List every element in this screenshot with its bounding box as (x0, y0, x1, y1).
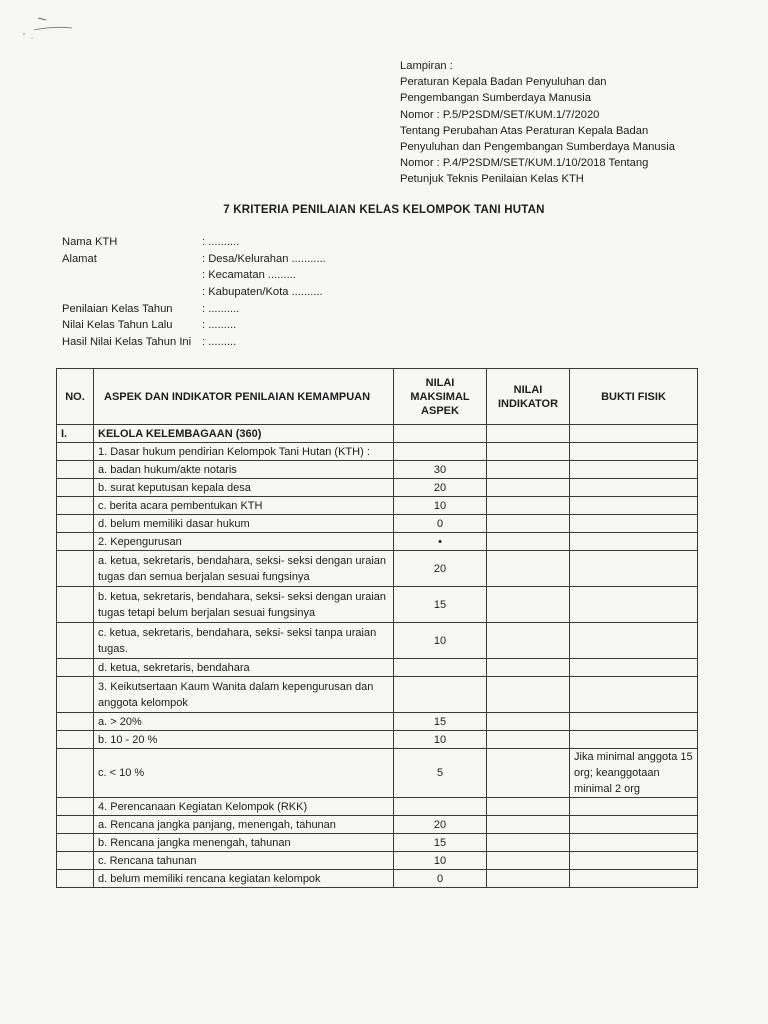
table-row (57, 533, 698, 551)
table-row (57, 551, 698, 587)
indicator-score-cell (487, 677, 570, 713)
table-row (57, 425, 698, 443)
indicator-cell: b. Rencana jangka menengah, tahunan (94, 834, 394, 852)
table-row (57, 497, 698, 515)
table-row (57, 749, 698, 798)
scan-artifact-mark (20, 14, 80, 40)
table-row (57, 834, 698, 852)
max-score-cell: 20 (394, 816, 487, 834)
evidence-cell (570, 587, 698, 623)
table-row (57, 677, 698, 713)
document-title: 7 KRITERIA PENILAIAN KELAS KELOMPOK TANI HUTAN (223, 204, 545, 216)
table-row (57, 852, 698, 870)
max-score-cell (394, 659, 487, 677)
no-cell (57, 798, 94, 816)
max-score-cell: 20 (394, 551, 487, 587)
evidence-cell (570, 870, 698, 888)
no-cell (57, 551, 94, 587)
max-score-cell: 10 (394, 623, 487, 659)
no-cell (57, 443, 94, 461)
evidence-cell (570, 816, 698, 834)
table-row (57, 587, 698, 623)
evidence-cell (570, 443, 698, 461)
lampiran-line: Petunjuk Teknis Penilaian Kelas KTH (400, 173, 584, 186)
max-score-cell: 10 (394, 852, 487, 870)
max-score-cell: 30 (394, 461, 487, 479)
indicator-score-cell (487, 713, 570, 731)
evidence-cell (570, 677, 698, 713)
identity-value: : Desa/Kelurahan ........... (202, 253, 326, 265)
evidence-cell (570, 834, 698, 852)
max-score-cell: 20 (394, 479, 487, 497)
indicator-score-cell (487, 425, 570, 443)
max-score-cell (394, 677, 487, 713)
indicator-score-cell (487, 461, 570, 479)
table-row (57, 816, 698, 834)
no-cell (57, 677, 94, 713)
table-row (57, 515, 698, 533)
header-bukti-fisik: BUKTI FISIK (570, 369, 698, 425)
identity-value: : Kabupaten/Kota .......... (202, 286, 323, 298)
identity-value: : ......... (202, 336, 237, 348)
indicator-score-cell (487, 497, 570, 515)
indicator-cell: b. 10 - 20 % (94, 731, 394, 749)
indicator-score-cell (487, 587, 570, 623)
indicator-cell: KELOLA KELEMBAGAAN (360) (94, 425, 394, 443)
assessment-table (56, 368, 698, 888)
evidence-cell: Jika minimal anggota 15 org; keanggotaan minimal 2 org (570, 749, 698, 798)
indicator-score-cell (487, 515, 570, 533)
evidence-cell (570, 713, 698, 731)
max-score-cell: 5 (394, 749, 487, 798)
table-header-row (57, 369, 698, 425)
indicator-cell: c. berita acara pembentukan KTH (94, 497, 394, 515)
indicator-score-cell (487, 834, 570, 852)
indicator-score-cell (487, 551, 570, 587)
max-score-cell (394, 425, 487, 443)
no-cell (57, 852, 94, 870)
no-cell (57, 497, 94, 515)
max-score-cell: • (394, 533, 487, 551)
max-score-cell: 10 (394, 731, 487, 749)
no-cell (57, 731, 94, 749)
indicator-cell: d. belum memiliki dasar hukum (94, 515, 394, 533)
header-no: NO. (57, 369, 94, 425)
identity-label: Nilai Kelas Tahun Lalu (62, 319, 173, 331)
lampiran-line: Nomor : P.4/P2SDM/SET/KUM.1/10/2018 Tentang (400, 157, 649, 170)
indicator-score-cell (487, 443, 570, 461)
no-cell (57, 713, 94, 731)
header-nilai-maksimal (394, 369, 487, 425)
identity-value: : Kecamatan ......... (202, 269, 296, 281)
table-row (57, 479, 698, 497)
table-row (57, 623, 698, 659)
max-score-cell: 0 (394, 515, 487, 533)
table-row (57, 798, 698, 816)
indicator-cell: a. badan hukum/akte notaris (94, 461, 394, 479)
max-score-cell: 15 (394, 834, 487, 852)
lampiran-line: Lampiran : (400, 60, 453, 72)
no-cell (57, 870, 94, 888)
indicator-cell: a. ketua, sekretaris, bendahara, seksi- seksi dengan uraian tugas dan semua berjalan sesuai fungsinya (94, 551, 394, 587)
header-aspek: ASPEK DAN INDIKATOR PENILAIAN KEMAMPUAN (94, 369, 394, 425)
max-score-cell: 15 (394, 587, 487, 623)
indicator-cell: 1. Dasar hukum pendirian Kelompok Tani Hutan (KTH) : (94, 443, 394, 461)
evidence-cell (570, 479, 698, 497)
no-cell: I. (57, 425, 94, 443)
indicator-score-cell (487, 816, 570, 834)
identity-label: Nama KTH (62, 236, 118, 248)
no-cell (57, 461, 94, 479)
indicator-score-cell (487, 749, 570, 798)
indicator-score-cell (487, 852, 570, 870)
indicator-cell: a. > 20% (94, 713, 394, 731)
indicator-score-cell (487, 533, 570, 551)
indicator-score-cell (487, 659, 570, 677)
no-cell (57, 659, 94, 677)
lampiran-line: Tentang Perubahan Atas Peraturan Kepala Badan (400, 124, 649, 137)
indicator-cell: b. ketua, sekretaris, bendahara, seksi- seksi dengan uraian tugas tetapi belum berjalan sesuai fungsinya (94, 587, 394, 623)
table-row (57, 713, 698, 731)
table-row (57, 461, 698, 479)
lampiran-line: Pengembangan Sumberdaya Manusia (400, 92, 591, 105)
evidence-cell (570, 461, 698, 479)
lampiran-line: Nomor : P.5/P2SDM/SET/KUM.1/7/2020 (400, 108, 600, 121)
header-maks-line: ASPEK (421, 404, 459, 417)
table-row (57, 870, 698, 888)
evidence-cell (570, 425, 698, 443)
header-nilai-indikator (487, 369, 570, 425)
identity-label: Hasil Nilai Kelas Tahun Ini (62, 336, 192, 348)
indicator-cell: d. belum memiliki rencana kegiatan kelompok (94, 870, 394, 888)
evidence-cell (570, 623, 698, 659)
table-row (57, 659, 698, 677)
lampiran-line: Penyuluhan dan Pengembangan Sumberdaya Manusia (400, 141, 675, 154)
indicator-cell: a. Rencana jangka panjang, menengah, tahunan (94, 816, 394, 834)
no-cell (57, 749, 94, 798)
evidence-cell (570, 515, 698, 533)
header-indikator-line: INDIKATOR (497, 397, 559, 410)
no-cell (57, 587, 94, 623)
header-maks-line: MAKSIMAL (410, 390, 470, 403)
indicator-score-cell (487, 798, 570, 816)
max-score-cell: 15 (394, 713, 487, 731)
no-cell (57, 479, 94, 497)
max-score-cell: 10 (394, 497, 487, 515)
identity-value: : .......... (202, 236, 240, 248)
evidence-cell (570, 533, 698, 551)
indicator-cell: 4. Perencanaan Kegiatan Kelompok (RKK) (94, 798, 394, 816)
no-cell (57, 623, 94, 659)
no-cell (57, 515, 94, 533)
no-cell (57, 533, 94, 551)
indicator-score-cell (487, 731, 570, 749)
indicator-cell: b. surat keputusan kepala desa (94, 479, 394, 497)
indicator-score-cell (487, 623, 570, 659)
identity-value: : .......... (202, 303, 240, 315)
header-maks-line: NILAI (425, 376, 455, 389)
identity-label: Penilaian Kelas Tahun (62, 303, 173, 315)
lampiran-block (400, 58, 740, 188)
identity-value: : ......... (202, 319, 237, 331)
indicator-cell: c. ketua, sekretaris, bendahara, seksi- seksi tanpa uraian tugas. (94, 623, 394, 659)
lampiran-line: Peraturan Kepala Badan Penyuluhan dan (400, 76, 607, 89)
identity-label: Alamat (62, 253, 97, 265)
evidence-cell (570, 497, 698, 515)
evidence-cell (570, 798, 698, 816)
no-cell (57, 816, 94, 834)
max-score-cell: 0 (394, 870, 487, 888)
evidence-cell (570, 852, 698, 870)
indicator-cell: d. ketua, sekretaris, bendahara (94, 659, 394, 677)
indicator-cell: c. < 10 % (94, 749, 394, 798)
evidence-cell (570, 731, 698, 749)
no-cell (57, 834, 94, 852)
table-row (57, 731, 698, 749)
evidence-cell (570, 551, 698, 587)
indicator-cell: c. Rencana tahunan (94, 852, 394, 870)
indicator-score-cell (487, 479, 570, 497)
indicator-cell: 2. Kepengurusan (94, 533, 394, 551)
table-row (57, 443, 698, 461)
max-score-cell (394, 798, 487, 816)
indicator-score-cell (487, 870, 570, 888)
indicator-cell: 3. Keikutsertaan Kaum Wanita dalam kepengurusan dan anggota kelompok (94, 677, 394, 713)
header-indikator-line: NILAI (513, 383, 543, 396)
evidence-cell (570, 659, 698, 677)
max-score-cell (394, 443, 487, 461)
